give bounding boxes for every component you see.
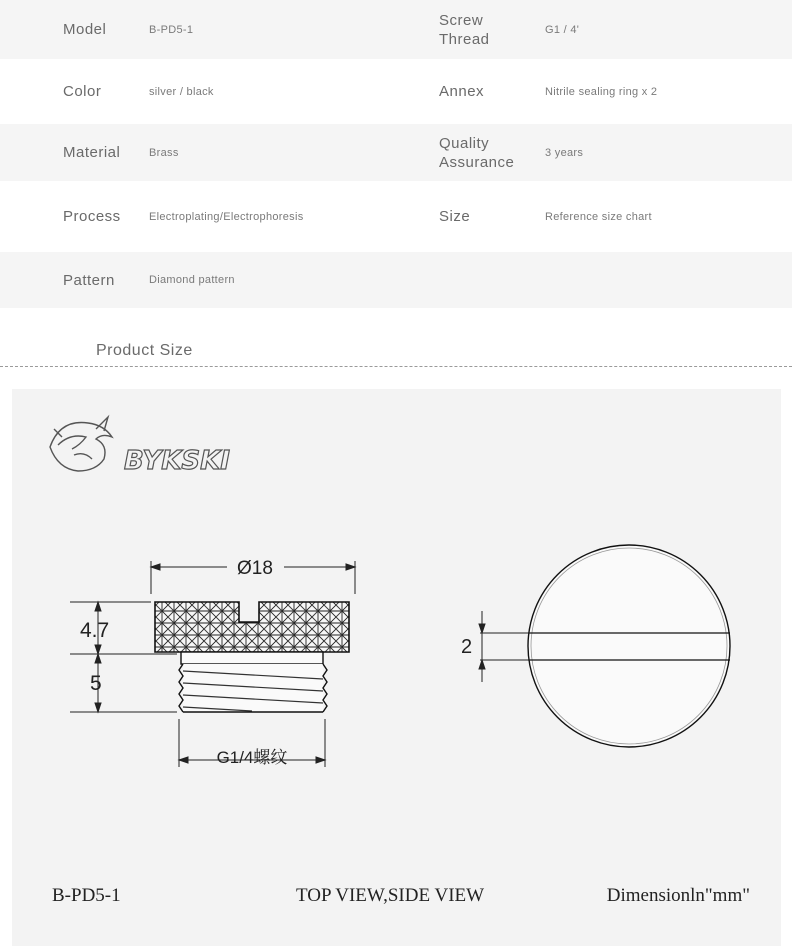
top-view xyxy=(461,545,730,747)
spec-label xyxy=(439,252,539,308)
spec-row xyxy=(0,0,792,59)
spec-value: Diamond pattern xyxy=(149,274,235,286)
caption-model: B-PD5-1 xyxy=(52,885,121,906)
spec-value xyxy=(545,252,785,308)
spec-row xyxy=(0,124,792,181)
slot-dimension xyxy=(479,611,530,682)
spec-value: silver / black xyxy=(149,85,214,98)
technical-drawing xyxy=(12,389,781,946)
drawing-panel xyxy=(12,389,781,946)
spec-label: Screw Thread xyxy=(439,11,490,48)
spec-value: Reference size chart xyxy=(545,210,652,223)
dragon-icon xyxy=(50,417,112,471)
spec-label: Process xyxy=(63,208,121,225)
section-divider xyxy=(0,366,792,367)
spec-value: Brass xyxy=(149,146,179,159)
spec-label: Size xyxy=(439,208,471,225)
spec-value: B-PD5-1 xyxy=(149,23,194,36)
caption-view: TOP VIEW,SIDE VIEW xyxy=(296,885,485,906)
spec-label: Color xyxy=(63,83,102,100)
spec-row xyxy=(0,181,792,252)
thread-height-label: 5 xyxy=(90,672,102,695)
head-height-label: 4.7 xyxy=(80,619,110,642)
neck xyxy=(181,652,323,664)
spec-value: Nitrile sealing ring x 2 xyxy=(545,85,658,98)
spec-value: G1 / 4' xyxy=(545,23,580,36)
knurled-head xyxy=(155,602,349,652)
thread-label: G1/4螺纹 xyxy=(216,748,288,767)
side-view xyxy=(70,558,355,767)
spec-label: Pattern xyxy=(63,271,115,289)
thread-shank xyxy=(179,664,327,712)
diameter-label: Ø18 xyxy=(237,558,273,579)
spec-label: Quality Assurance xyxy=(439,134,515,171)
slot-width-label: 2 xyxy=(461,636,473,658)
spec-value: Electroplating/Electrophoresis xyxy=(149,210,304,223)
spec-row xyxy=(0,252,792,308)
section-title: Product Size xyxy=(96,342,193,359)
spec-label: Material xyxy=(63,144,121,161)
brand-logo xyxy=(50,417,230,476)
spec-row xyxy=(0,59,792,124)
spec-label: Model xyxy=(63,21,107,38)
spec-label: Annex xyxy=(439,83,485,100)
caption-unit: Dimensionln"mm" xyxy=(606,885,750,906)
spec-value: 3 years xyxy=(545,146,584,159)
brand-wordmark: BYKSKI xyxy=(124,446,230,476)
